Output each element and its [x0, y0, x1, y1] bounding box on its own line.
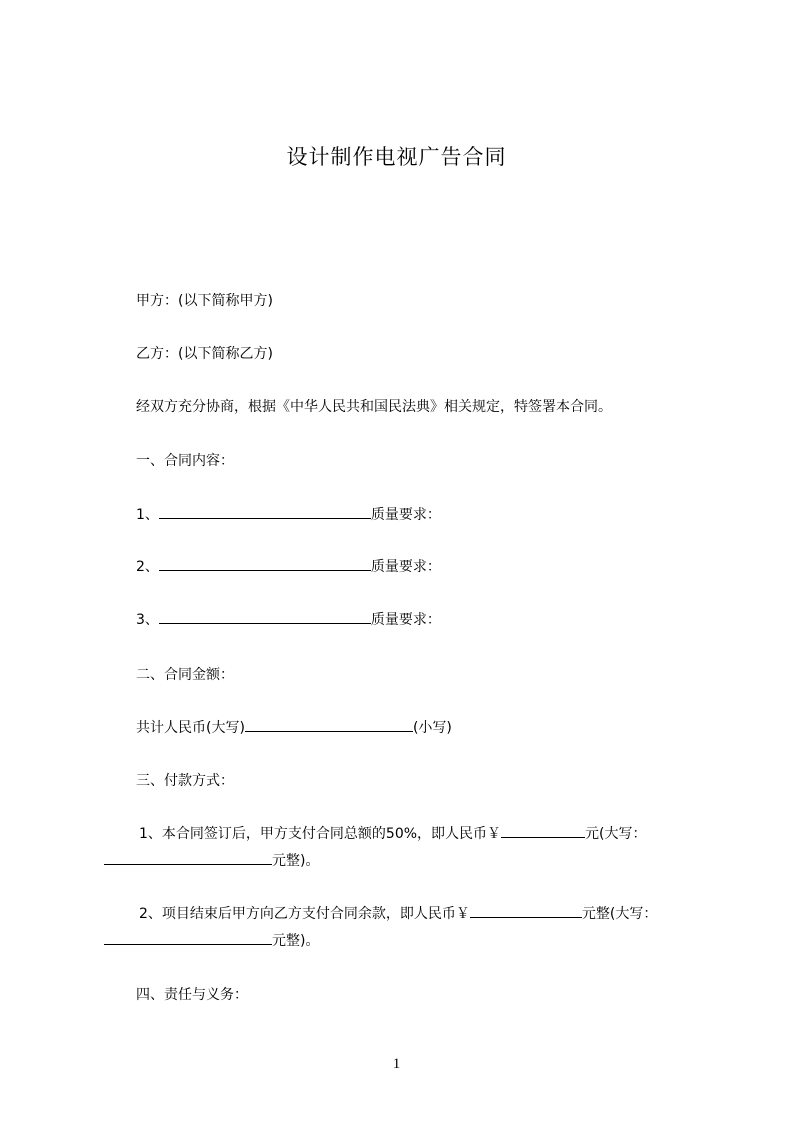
item-number: 1、: [136, 507, 159, 523]
blank-field: [501, 824, 585, 838]
payment-1-prefix: 1、本合同签订后，甲方支付合同总额的50%，即人民币￥: [139, 826, 502, 842]
item-number: 3、: [136, 612, 159, 628]
blank-field: [159, 505, 371, 519]
blank-field: [159, 610, 371, 624]
blank-field: [470, 904, 582, 918]
contract-total-line: [136, 718, 452, 738]
payment-1-mid: 元(大写：: [585, 826, 647, 842]
item-number: 2、: [136, 559, 159, 575]
blank-field: [159, 557, 371, 571]
item-quality-label: 质量要求：: [370, 559, 441, 575]
blank-field: [104, 931, 272, 945]
payment-2-continuation: [104, 931, 319, 951]
blank-field: [104, 851, 272, 865]
section-3-heading: 三、付款方式：: [136, 773, 234, 789]
party-b-line: 乙方：(以下简称乙方): [136, 346, 273, 362]
section-2-heading: 二、合同金额：: [136, 667, 234, 683]
item-quality-label: 质量要求：: [370, 507, 441, 523]
total-prefix: 共计人民币(大写): [136, 720, 245, 736]
content-item-3: [136, 610, 441, 630]
payment-2-mid: 元整(大写：: [581, 906, 658, 922]
document-title: 设计制作电视广告合同: [286, 145, 507, 169]
section-4-heading: 四、责任与义务：: [136, 987, 248, 1003]
blank-field: [245, 718, 413, 732]
section-1-heading: 一、合同内容：: [136, 453, 234, 469]
payment-2-end: 元整)。: [272, 933, 320, 949]
party-a-line: 甲方：(以下简称甲方): [136, 293, 273, 309]
payment-2-line: [139, 904, 657, 924]
item-quality-label: 质量要求：: [370, 612, 441, 628]
payment-1-line: [139, 824, 647, 844]
content-item-1: [136, 505, 441, 525]
total-suffix: (小写): [412, 720, 452, 736]
payment-2-prefix: 2、项目结束后甲方向乙方支付合同余款，即人民币￥: [139, 906, 470, 922]
content-item-2: [136, 557, 441, 577]
payment-1-continuation: [104, 851, 319, 871]
payment-1-end: 元整)。: [272, 853, 320, 869]
page-number: 1: [392, 1056, 401, 1072]
preamble-paragraph: 经双方充分协商，根据《中华人民共和国民法典》相关规定，特签署本合同。: [136, 399, 612, 415]
